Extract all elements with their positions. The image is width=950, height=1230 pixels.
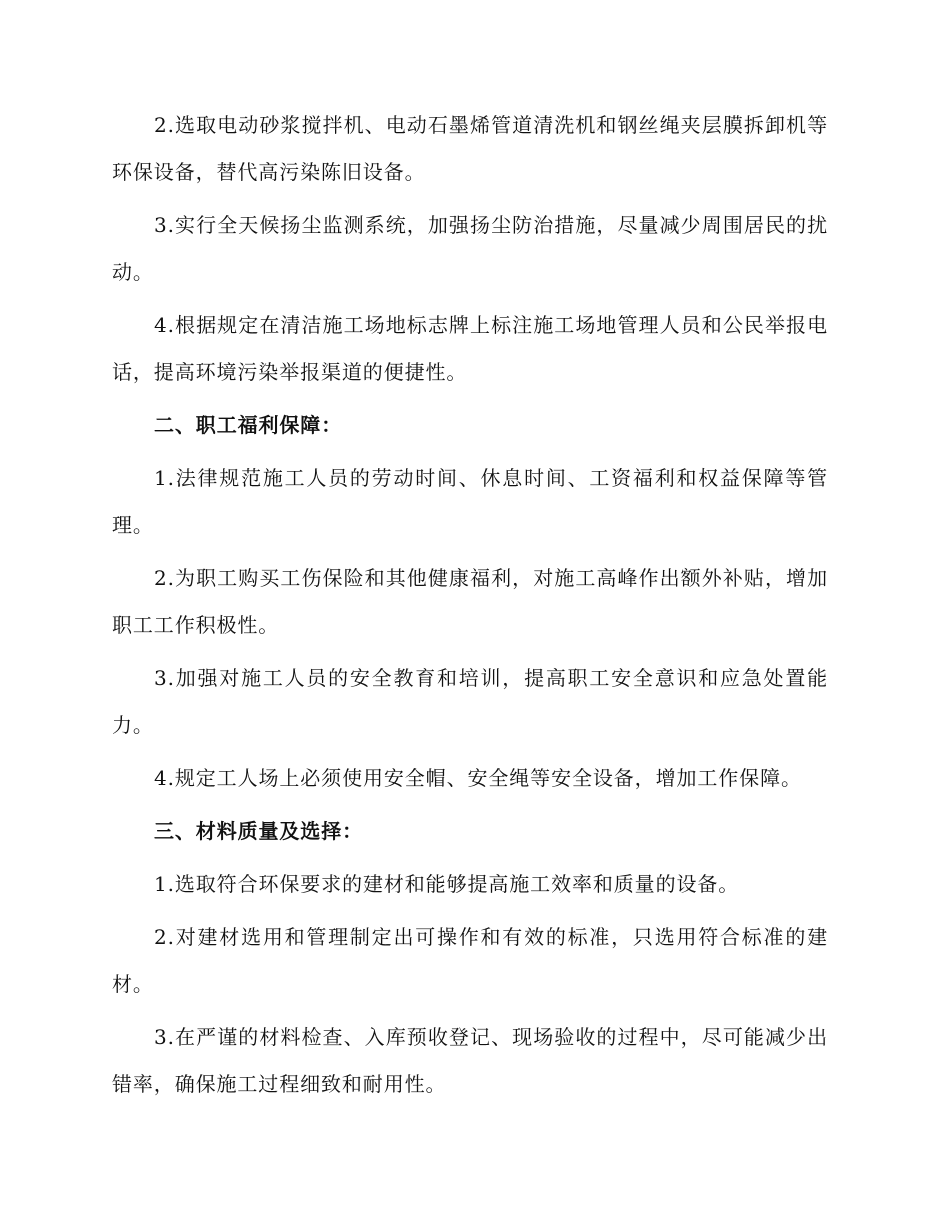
paragraph-equipment: 2.选取电动砂浆搅拌机、电动石墨烯管道清洗机和钢丝绳夹层膜拆卸机等环保设备，替代高污染陈旧设备。 [112, 113, 828, 184]
paragraph-labor-time: 1.法律规范施工人员的劳动时间、休息时间、工资福利和权益保障等管理。 [112, 466, 828, 537]
paragraph-safety-equipment: 4.规定工人场上必须使用安全帽、安全绳等安全设备，增加工作保障。 [154, 766, 802, 790]
section-heading-welfare: 二、职工福利保障： [154, 413, 343, 437]
paragraph-material-selection: 1.选取符合环保要求的建材和能够提高施工效率和质量的设备。 [154, 872, 740, 896]
paragraph-insurance: 2.为职工购买工伤保险和其他健康福利，对施工高峰作出额外补贴，增加职工工作积极性。 [112, 566, 828, 637]
document-body [112, 102, 828, 1114]
section-heading-materials: 三、材料质量及选择： [154, 819, 363, 843]
paragraph-safety-training: 3.加强对施工人员的安全教育和培训，提高职工安全意识和应急处置能力。 [112, 666, 828, 737]
paragraph-report-hotline: 4.根据规定在清洁施工场地标志牌上标注施工场地管理人员和公民举报电话，提高环境污染举报渠道的便捷性。 [112, 313, 828, 384]
paragraph-dust-monitoring: 3.实行全天候扬尘监测系统，加强扬尘防治措施，尽量减少周围居民的扰动。 [112, 213, 828, 284]
paragraph-material-standards: 2.对建材选用和管理制定出可操作和有效的标准，只选用符合标准的建材。 [112, 925, 828, 996]
paragraph-material-inspection: 3.在严谨的材料检查、入库预收登记、现场验收的过程中，尽可能减少出错率，确保施工过程细致和耐用性。 [112, 1025, 828, 1096]
